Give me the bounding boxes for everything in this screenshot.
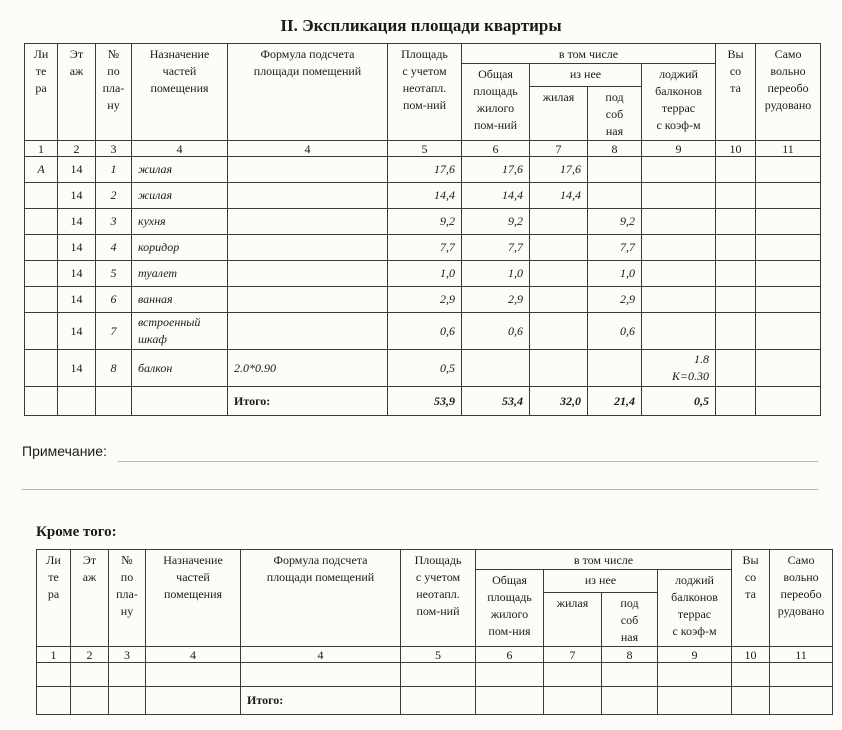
header-unauthorized — [770, 550, 833, 647]
colnum-cell: 6 — [476, 647, 544, 663]
colnum-cell: 11 — [770, 647, 833, 663]
row-number: 3 — [96, 209, 132, 235]
header-height-label: Вы со та — [742, 553, 759, 601]
row-number: 5 — [96, 261, 132, 287]
row-area: 0,5 — [388, 350, 462, 387]
colnum-cell: 10 — [732, 647, 770, 663]
header-floor-label: Эт аж — [82, 553, 97, 584]
note-line — [118, 461, 818, 462]
header-loggia — [642, 64, 716, 141]
totals-aux: 21,4 — [588, 387, 642, 416]
header-aux — [602, 593, 658, 647]
additional-table — [36, 549, 833, 715]
header-total-living — [462, 64, 530, 141]
header-including — [462, 44, 716, 64]
totals-area: 53,9 — [388, 387, 462, 416]
row-formula — [228, 157, 388, 183]
header-aux-label: под соб ная — [620, 596, 639, 644]
row-living — [530, 287, 588, 313]
colnum-cell: 7 — [530, 141, 588, 157]
header-floor-label: Эт аж — [69, 47, 84, 78]
header-of-it-label: из нее — [569, 67, 602, 81]
header-of-it — [530, 64, 642, 87]
row-total-living: 9,2 — [462, 209, 530, 235]
header-living — [544, 593, 602, 647]
row-litera — [25, 313, 58, 350]
row-area: 7,7 — [388, 235, 462, 261]
row-aux — [588, 157, 642, 183]
colnum-cell: 4 — [132, 141, 228, 157]
colnum-cell: 4 — [146, 647, 241, 663]
row-number: 7 — [96, 313, 132, 350]
totals-row — [25, 387, 821, 416]
header-purpose — [146, 550, 241, 647]
row-total-living: 1,0 — [462, 261, 530, 287]
row-area: 0,6 — [388, 313, 462, 350]
row-floor: 14 — [58, 287, 96, 313]
totals-loggia: 0,5 — [642, 387, 716, 416]
row-litera: А — [25, 157, 58, 183]
header-height — [716, 44, 756, 141]
row-litera — [25, 183, 58, 209]
row-aux: 1,0 — [588, 261, 642, 287]
row-loggia: 1.8 К=0.30 — [642, 350, 716, 387]
header-formula-label: Формула подсчета площади помещений — [253, 47, 362, 78]
row-living — [530, 209, 588, 235]
note-line — [22, 489, 818, 490]
header-floor — [58, 44, 96, 141]
header-litera-label: Ли те ра — [46, 553, 61, 601]
colnum-cell: 10 — [716, 141, 756, 157]
row-floor: 14 — [58, 209, 96, 235]
colnum-cell: 7 — [544, 647, 602, 663]
table-row — [25, 235, 821, 261]
row-floor: 14 — [58, 157, 96, 183]
row-living — [530, 235, 588, 261]
row-name: коридор — [132, 235, 228, 261]
row-litera — [25, 261, 58, 287]
row-floor: 14 — [58, 235, 96, 261]
header-total-living-label: Общая площадь жилого пом-ния — [487, 573, 532, 638]
row-living — [530, 350, 588, 387]
header-unauthorized — [756, 44, 821, 141]
header-number-label: № по пла- ну — [102, 47, 125, 112]
row-total-living: 17,6 — [462, 157, 530, 183]
colnum-cell: 5 — [401, 647, 476, 663]
row-floor: 14 — [58, 350, 96, 387]
row-aux: 7,7 — [588, 235, 642, 261]
colnum-cell: 3 — [96, 141, 132, 157]
row-formula — [228, 261, 388, 287]
row-name: ванная — [132, 287, 228, 313]
empty-row — [37, 663, 833, 687]
row-litera — [25, 350, 58, 387]
header-area-label: Площадь с учетом неотапл. пом-ний — [401, 47, 448, 112]
row-loggia — [642, 287, 716, 313]
table-row — [25, 209, 821, 235]
header-area — [388, 44, 462, 141]
header-height — [732, 550, 770, 647]
row-formula — [228, 209, 388, 235]
colnum-cell: 1 — [25, 141, 58, 157]
header-formula — [228, 44, 388, 141]
row-living — [530, 313, 588, 350]
colnum-cell: 6 — [462, 141, 530, 157]
header-of-it-label: из нее — [584, 573, 617, 587]
row-area: 14,4 — [388, 183, 462, 209]
row-living: 17,6 — [530, 157, 588, 183]
colnum-cell: 8 — [588, 141, 642, 157]
colnum-cell: 4 — [228, 141, 388, 157]
header-loggia-label: лоджий балконов террас с коэф-м — [671, 573, 718, 638]
header-total-living — [476, 570, 544, 647]
colnum-cell: 9 — [658, 647, 732, 663]
header-formula-label: Формула подсчета площади помещений — [266, 553, 375, 584]
note-label: Примечание: — [22, 443, 107, 459]
colnum-cell: 4 — [241, 647, 401, 663]
row-loggia — [642, 183, 716, 209]
header-of-it — [544, 570, 658, 593]
colnum-cell: 3 — [109, 647, 146, 663]
row-number: 8 — [96, 350, 132, 387]
row-name: туалет — [132, 261, 228, 287]
row-number: 1 — [96, 157, 132, 183]
totals-living: 32,0 — [530, 387, 588, 416]
table-row — [25, 261, 821, 287]
header-number — [96, 44, 132, 141]
header-purpose — [132, 44, 228, 141]
row-formula — [228, 287, 388, 313]
header-living-label: жилая — [556, 596, 589, 610]
row-area: 1,0 — [388, 261, 462, 287]
colnum-cell: 8 — [602, 647, 658, 663]
row-formula — [228, 313, 388, 350]
page-title: II. Экспликация площади квартиры — [280, 16, 562, 35]
row-number: 6 — [96, 287, 132, 313]
colnum-cell: 2 — [71, 647, 109, 663]
header-unauthorized-label: Само вольно переобо рудовано — [777, 553, 825, 618]
row-loggia — [642, 209, 716, 235]
row-litera — [25, 209, 58, 235]
row-living — [530, 261, 588, 287]
row-litera — [25, 287, 58, 313]
row-aux: 2,9 — [588, 287, 642, 313]
row-loggia — [642, 235, 716, 261]
colnum-cell: 11 — [756, 141, 821, 157]
header-including-label: в том числе — [573, 553, 634, 567]
totals-row — [37, 687, 833, 715]
table-row — [25, 183, 821, 209]
column-number-row — [37, 647, 833, 663]
header-area — [401, 550, 476, 647]
header-living — [530, 87, 588, 141]
header-including-label: в том числе — [558, 47, 619, 61]
table-row — [25, 313, 821, 350]
row-living: 14,4 — [530, 183, 588, 209]
header-litera — [25, 44, 58, 141]
header-formula — [241, 550, 401, 647]
row-name: балкон — [132, 350, 228, 387]
header-including — [476, 550, 732, 570]
header-floor — [71, 550, 109, 647]
header-area-label: Площадь с учетом неотапл. пом-ний — [414, 553, 462, 618]
header-living-label: жилая — [542, 90, 575, 104]
row-aux — [588, 183, 642, 209]
besides-title: Кроме того: — [36, 524, 117, 540]
row-total-living: 2,9 — [462, 287, 530, 313]
header-loggia-label: лоджий балконов террас с коэф-м — [655, 67, 702, 132]
header-number — [109, 550, 146, 647]
header-loggia — [658, 570, 732, 647]
row-aux — [588, 350, 642, 387]
row-aux: 0,6 — [588, 313, 642, 350]
table-row — [25, 157, 821, 183]
row-floor: 14 — [58, 183, 96, 209]
row-litera — [25, 235, 58, 261]
row-formula — [228, 183, 388, 209]
header-purpose-label: Назначение частей помещения — [149, 47, 210, 95]
row-name: встроенный шкаф — [132, 313, 228, 350]
row-number: 2 — [96, 183, 132, 209]
row-total-living: 14,4 — [462, 183, 530, 209]
explication-table — [24, 43, 821, 416]
row-total-living: 7,7 — [462, 235, 530, 261]
row-loggia — [642, 261, 716, 287]
row-area: 2,9 — [388, 287, 462, 313]
header-unauthorized-label: Само вольно переобо рудовано — [764, 47, 812, 112]
totals-label: Итого: — [241, 687, 401, 715]
row-name: жилая — [132, 157, 228, 183]
header-height-label: Вы со та — [727, 47, 744, 95]
row-aux: 9,2 — [588, 209, 642, 235]
header-total-living-label: Общая площадь жилого пом-ний — [473, 67, 518, 132]
row-total-living: 0,6 — [462, 313, 530, 350]
header-aux — [588, 87, 642, 141]
colnum-cell: 9 — [642, 141, 716, 157]
header-litera-label: Ли те ра — [33, 47, 49, 95]
colnum-cell: 5 — [388, 141, 462, 157]
header-number-label: № по пла- ну — [116, 553, 138, 618]
header-litera — [37, 550, 71, 647]
row-total-living — [462, 350, 530, 387]
column-number-row — [25, 141, 821, 157]
row-name: жилая — [132, 183, 228, 209]
totals-label: Итого: — [228, 387, 388, 416]
totals-total-living: 53,4 — [462, 387, 530, 416]
row-formula — [228, 235, 388, 261]
colnum-cell: 1 — [37, 647, 71, 663]
row-floor: 14 — [58, 313, 96, 350]
row-loggia — [642, 157, 716, 183]
row-loggia — [642, 313, 716, 350]
row-name: кухня — [132, 209, 228, 235]
row-area: 9,2 — [388, 209, 462, 235]
table-row — [25, 287, 821, 313]
header-purpose-label: Назначение частей помещения — [163, 553, 223, 601]
row-area: 17,6 — [388, 157, 462, 183]
header-aux-label: под соб ная — [605, 90, 624, 138]
row-number: 4 — [96, 235, 132, 261]
table-row — [25, 350, 821, 387]
row-floor: 14 — [58, 261, 96, 287]
row-formula: 2.0*0.90 — [228, 350, 388, 387]
colnum-cell: 2 — [58, 141, 96, 157]
